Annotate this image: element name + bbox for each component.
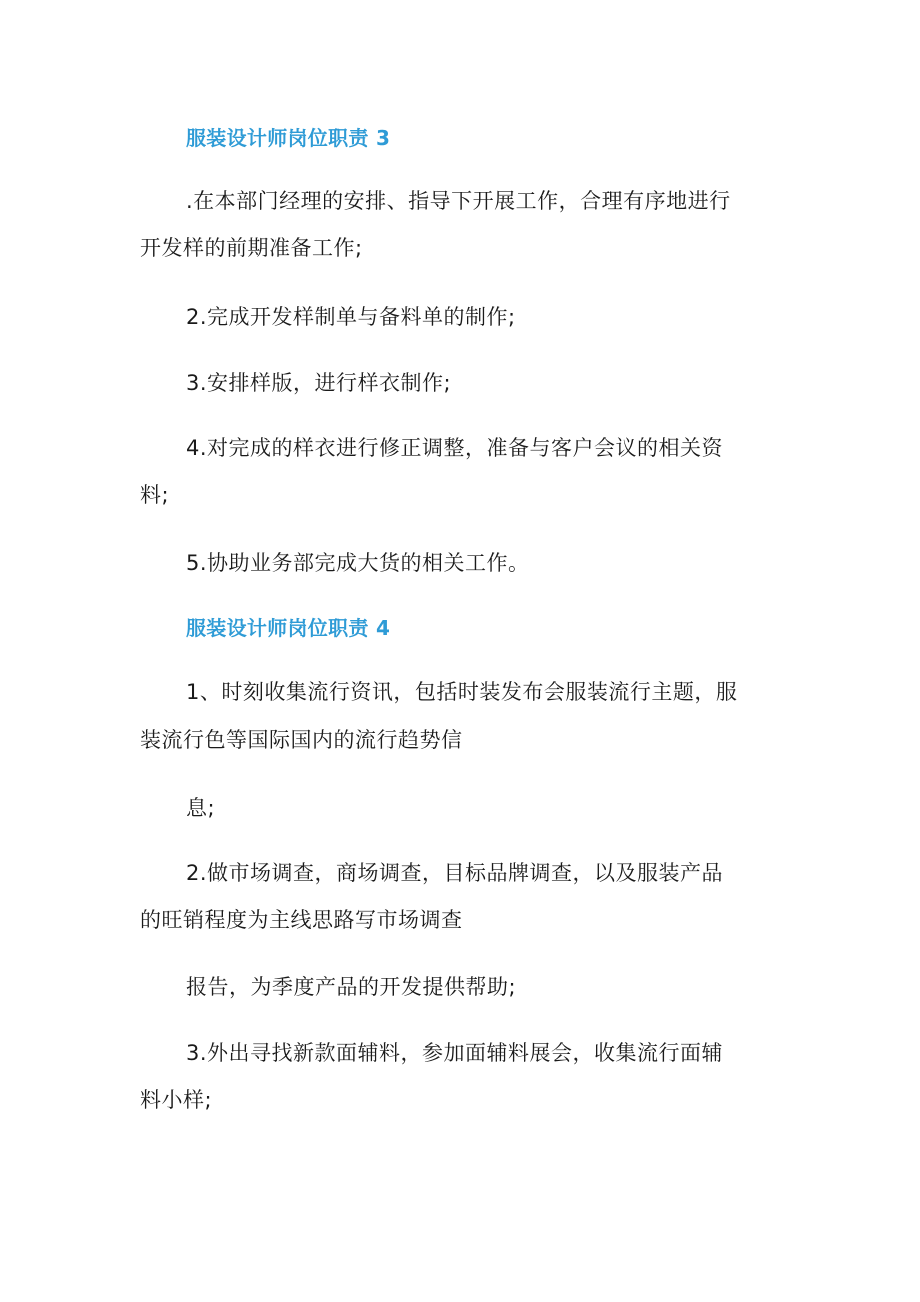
paragraph-line: 4.对完成的样衣进行修正调整，准备与客户会议的相关资	[186, 436, 724, 460]
paragraph-line: 3.安排样版，进行样衣制作;	[186, 371, 452, 395]
paragraph-line: 2.完成开发样制单与备料单的制作;	[186, 305, 516, 329]
paragraph-line: 料;	[140, 483, 170, 507]
paragraph-line: 开发样的前期准备工作;	[140, 236, 363, 260]
paragraph-line: 报告，为季度产品的开发提供帮助;	[186, 975, 517, 999]
section-heading: 服装设计师岗位职责 4	[186, 616, 391, 640]
paragraph-line: 装流行色等国际国内的流行趋势信	[140, 728, 463, 752]
paragraph-line: 的旺销程度为主线思路写市场调查	[140, 908, 463, 932]
paragraph-line: 2.做市场调查，商场调查，目标品牌调查，以及服装产品	[186, 861, 724, 885]
paragraph-line: 3.外出寻找新款面辅料，参加面辅料展会，收集流行面辅	[186, 1041, 724, 1065]
paragraph-line: 5.协助业务部完成大货的相关工作。	[186, 551, 530, 575]
section-heading: 服装设计师岗位职责 3	[186, 126, 391, 150]
paragraph-line: 息;	[186, 796, 216, 820]
paragraph-line: 料小样;	[140, 1088, 213, 1112]
paragraph-line: 1、时刻收集流行资讯，包括时装发布会服装流行主题，服	[186, 680, 738, 704]
paragraph-line: .在本部门经理的安排、指导下开展工作，合理有序地进行	[186, 189, 731, 213]
